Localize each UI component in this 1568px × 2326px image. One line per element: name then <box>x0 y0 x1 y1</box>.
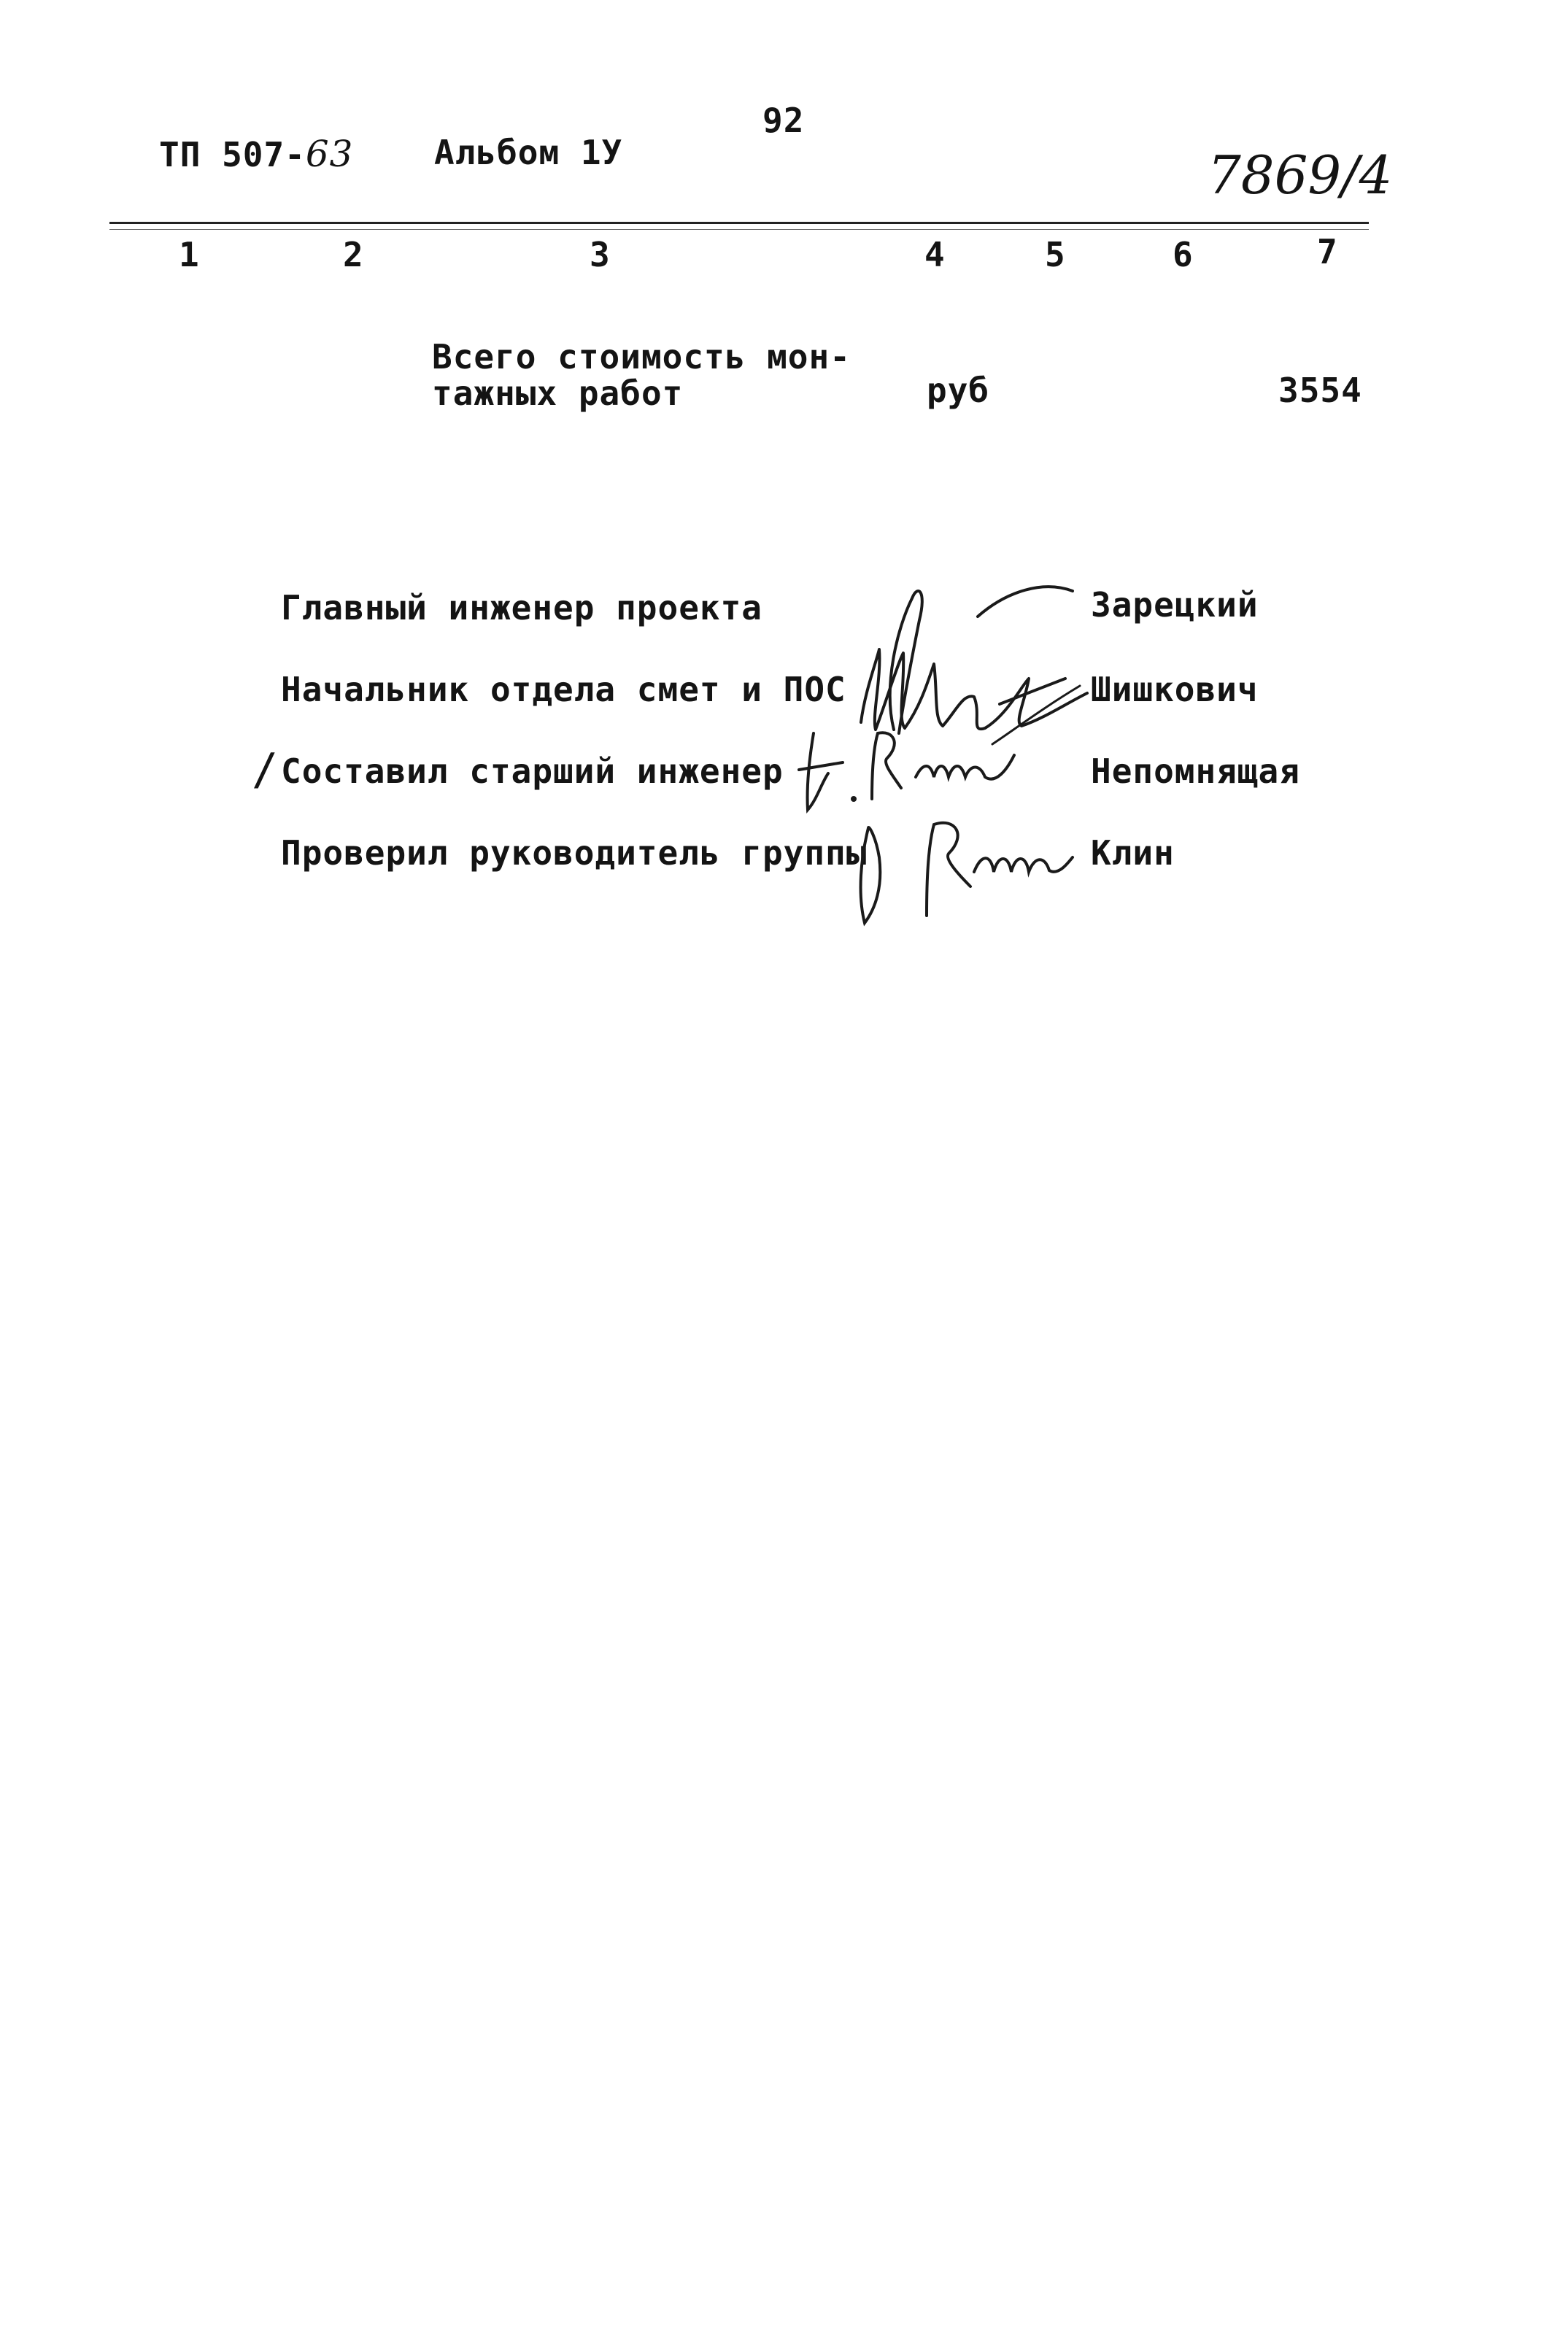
inventory-number: 7869/4 <box>1208 144 1393 206</box>
page-number: 92 <box>762 101 805 140</box>
header-rule-secondary <box>109 229 1369 230</box>
column-number-3: 3 <box>590 235 611 274</box>
total-amount: 3554 <box>1278 371 1362 410</box>
signature-name-department-head: Шишкович <box>1091 670 1259 709</box>
column-number-1: 1 <box>179 235 200 274</box>
signature-mark-slash: / <box>252 744 279 795</box>
column-number-6: 6 <box>1173 235 1194 274</box>
handwritten-signature-group-leader <box>854 806 1087 930</box>
signature-role-department-head: Начальник отдела смет и ПОС <box>281 670 846 709</box>
column-number-7: 7 <box>1317 232 1338 271</box>
signature-name-chief-engineer: Зарецкий <box>1091 585 1259 625</box>
column-number-5: 5 <box>1045 235 1066 274</box>
signature-name-group-leader: Клин <box>1091 833 1175 873</box>
total-description-line2: тажных работ <box>432 374 684 413</box>
signature-role-chief-engineer: Главный инженер проекта <box>281 588 762 627</box>
signature-role-compiler: Составил старший инженер <box>281 751 784 791</box>
signature-role-group-leader: Проверил руководитель группы <box>281 833 868 873</box>
header-rule <box>109 222 1369 224</box>
signature-name-compiler: Непомнящая <box>1091 751 1300 791</box>
handwritten-signature-compiler <box>792 719 1025 821</box>
total-description-line1: Всего стоимость мон- <box>432 337 851 376</box>
designation-prefix: ТП 507- <box>159 135 306 174</box>
total-unit: руб <box>927 371 990 410</box>
designation-suffix: 63 <box>305 133 354 175</box>
column-number-2: 2 <box>343 235 364 274</box>
document-designation <box>159 133 354 175</box>
column-number-4: 4 <box>924 235 946 274</box>
album-label: Альбом 1У <box>434 133 623 172</box>
